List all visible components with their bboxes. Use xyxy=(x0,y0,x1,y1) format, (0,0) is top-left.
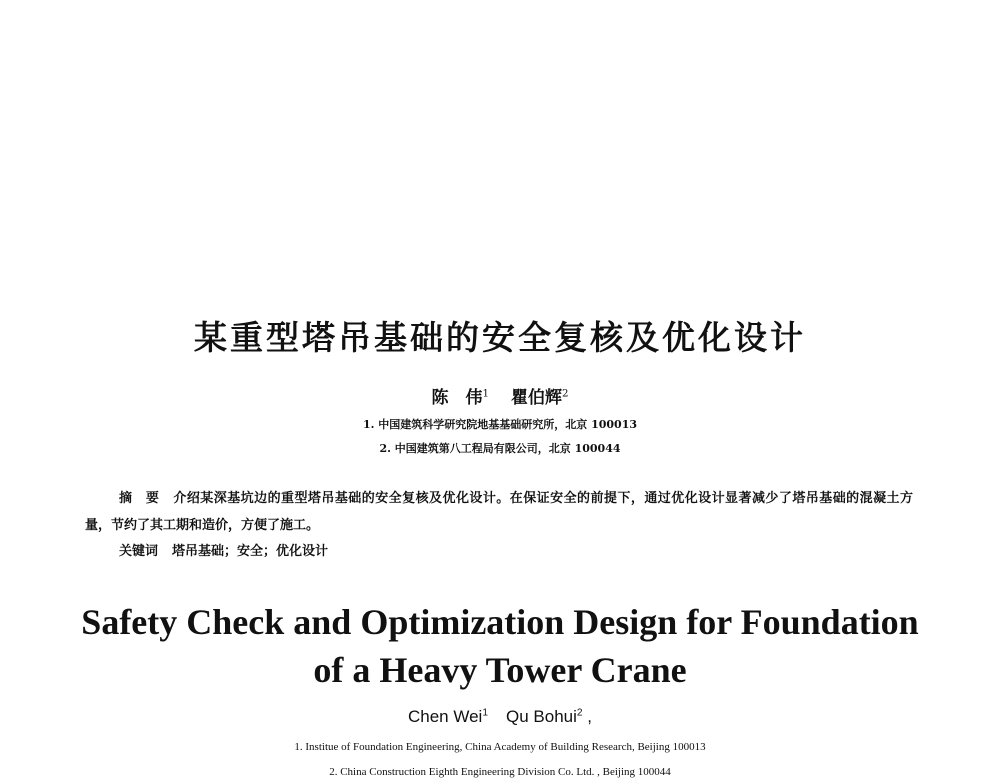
chinese-title: 某重型塔吊基础的安全复核及优化设计 xyxy=(194,318,806,357)
chinese-affiliation-2: 2. 中国建筑第八工程局有限公司，北京 100044 xyxy=(379,442,621,455)
english-title-line-2: of a Heavy Tower Crane xyxy=(313,650,687,690)
author-name: Chen Wei xyxy=(407,707,483,726)
chinese-authors xyxy=(0,383,1000,408)
author-affiliation-mark: 2 xyxy=(562,388,569,400)
english-affiliation-1: 1. Institue of Foundation Engineering, China Academy of Building Research, Beijing 100013 xyxy=(294,741,706,753)
english-title-line-1: Safety Check and Optimization Design for Foundation xyxy=(81,602,919,642)
english-affiliation-2: 2. China Construction Eighth Engineering Division Co. Ltd. , Beijing 100044 xyxy=(329,766,671,778)
author-separator: , xyxy=(582,707,593,726)
keywords-text: 塔吊基础；安全；优化设计 xyxy=(172,544,329,559)
author-name: Qu Bohui xyxy=(506,707,577,726)
author-affiliation-mark: 1 xyxy=(482,388,489,400)
english-title xyxy=(0,598,1000,694)
author-name: 陈 伟 xyxy=(431,388,483,408)
abstract-text: 介绍某深基坑边的重型塔吊基础的安全复核及优化设计。在保证安全的前提下，通过优化设计显著减少了塔吊基础的混凝土方量，节约了其工期和造价，方便了施工。 xyxy=(85,491,913,533)
english-authors xyxy=(0,707,1000,727)
abstract-label: 摘 要 xyxy=(119,491,160,506)
author-affiliation-mark: 1 xyxy=(482,707,488,719)
chinese-affiliation-1: 1. 中国建筑科学研究院地基基础研究所，北京 100013 xyxy=(362,418,638,431)
author-affiliation-mark: 2 xyxy=(576,707,583,719)
abstract xyxy=(85,485,913,539)
keywords xyxy=(119,540,328,559)
keywords-label: 关键词 xyxy=(119,544,159,559)
author-name: 瞿伯辉 xyxy=(511,388,562,408)
